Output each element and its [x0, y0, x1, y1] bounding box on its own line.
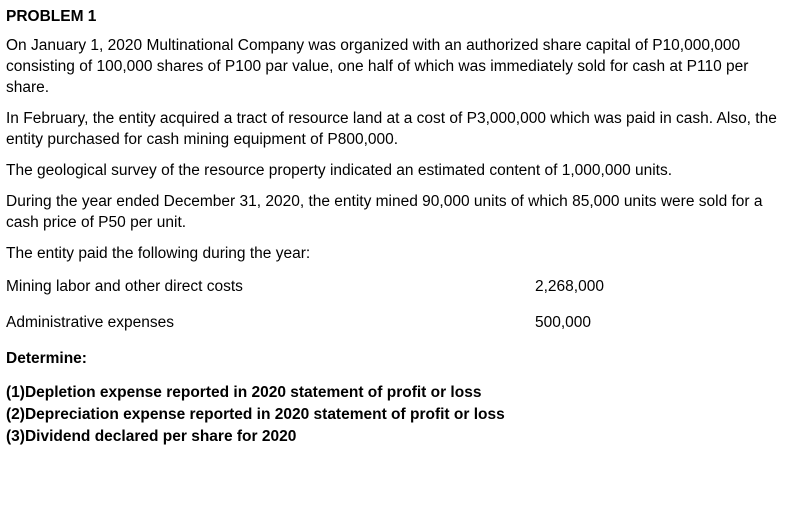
paragraph-acquisition: In February, the entity acquired a tract of resource land at a cost of P3,000,000 which was paid in cash. Also, the entity purchased for cash mining equipment of P800,000. — [6, 110, 777, 148]
expense-amount: 2,268,000 — [535, 278, 604, 295]
paragraph-organization: On January 1, 2020 Multinational Company was organized with an authorized share capital of P10,000,000 consisting of 100,000 shares of P100 par value, one half of which was immediately sold for cash at P110 per share. — [6, 37, 749, 96]
problem-document — [6, 6, 784, 448]
question-number: (3) — [6, 428, 25, 445]
question-text: Depreciation expense reported in 2020 statement of profit or loss — [24, 406, 505, 423]
question-item — [6, 404, 784, 426]
expense-label: Mining labor and other direct costs — [6, 278, 243, 295]
question-number: (2) — [6, 406, 25, 423]
question-item — [6, 382, 784, 404]
paid-intro: The entity paid the following during the year: — [6, 245, 311, 262]
question-list — [6, 382, 784, 448]
determine-heading: Determine: — [6, 350, 87, 367]
question-item — [6, 426, 784, 448]
problem-title: PROBLEM 1 — [6, 8, 97, 25]
expense-row-mining-labor — [6, 276, 784, 297]
question-text: Dividend declared per share for 2020 — [24, 428, 297, 445]
paragraph-survey: The geological survey of the resource property indicated an estimated content of 1,000,000 units. — [6, 162, 673, 179]
expense-amount: 500,000 — [535, 314, 592, 331]
question-number: (1) — [6, 384, 25, 401]
expense-row-administrative — [6, 312, 784, 333]
paragraph-mining: During the year ended December 31, 2020, the entity mined 90,000 units of which 85,000 units were sold for a cash price of P50 per unit. — [6, 193, 763, 231]
question-text: Depletion expense reported in 2020 statement of profit or loss — [24, 384, 482, 401]
expense-label: Administrative expenses — [6, 314, 174, 331]
